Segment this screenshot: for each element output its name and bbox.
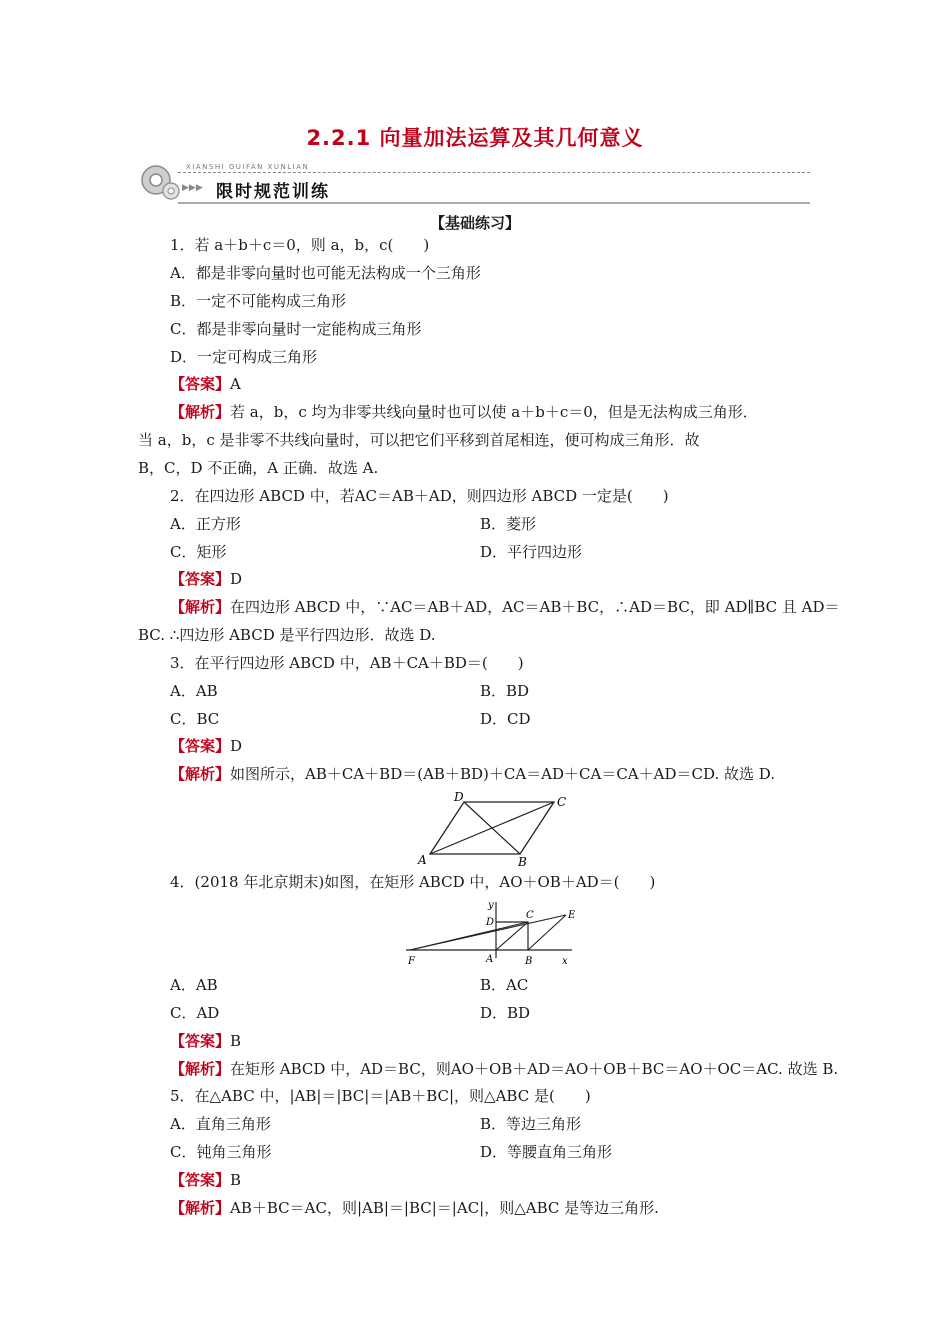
q3-stem: 3．在平行四边形 ABCD 中，AB＋CA＋BD＝( ) [170, 654, 524, 672]
q2-stem: 2．在四边形 ABCD 中，若AC＝AB＋AD，则四边形 ABCD 一定是( ) [170, 487, 669, 505]
line-be [528, 915, 566, 950]
q2-option-b: B．菱形 [480, 515, 537, 533]
q4-analysis-row [170, 1059, 838, 1079]
q2-answer-row [170, 569, 242, 589]
label-x: x [562, 956, 568, 967]
q5-analysis-row [170, 1198, 659, 1218]
label-y: y [488, 900, 494, 911]
label-c: C [526, 910, 534, 921]
section-heading: 【基础练习】 [429, 214, 520, 232]
q4-stem: 4．(2018 年北京期末)如图，在矩形 ABCD 中，AO＋OB＋AD＝( ) [170, 873, 656, 891]
q3-option-d: D．CD [480, 710, 531, 728]
q5-answer: B [230, 1171, 242, 1189]
q4-analysis: 在矩形 ABCD 中，AD＝BC，则AO＋OB＋AD＝AO＋OB＋BC＝AO＋OC＝AC. 故选 B. [230, 1060, 839, 1078]
label-a: A [418, 853, 427, 867]
label-f: F [408, 956, 415, 967]
q1-analysis-2: 当 a，b，c 是非零不共线向量时，可以把它们平移到首尾相连，便可构成三角形．故 [138, 431, 700, 449]
q1-option-b: B．一定不可能构成三角形 [170, 292, 347, 310]
q1-analysis-1: 若 a，b，c 均为非零共线向量时也可以使 a＋b＋c＝0，但是无法构成三角形． [230, 403, 758, 421]
q3-answer-row [170, 736, 242, 756]
q5-analysis: AB＋BC＝AC，则|AB|＝|BC|＝|AC|，则△ABC 是等边三角形. [230, 1199, 659, 1217]
label-d: D [486, 917, 495, 928]
q1-analysis-row [170, 402, 758, 422]
q3-option-b: B．BD [480, 682, 530, 700]
q1-option-c: C．都是非零向量时一定能构成三角形 [170, 320, 422, 338]
banner-pinyin: XIANSHI GUIFAN XUNLIAN [186, 163, 310, 171]
q5-option-d: D．等腰直角三角形 [480, 1143, 613, 1161]
answer-tag: 【答案】 [170, 1171, 231, 1189]
analysis-tag: 【解析】 [170, 598, 231, 616]
q2-option-c: C．矩形 [170, 543, 227, 561]
q2-analysis-row [170, 597, 840, 617]
q5-answer-row [170, 1170, 241, 1190]
q4-option-b: B．AC [480, 976, 529, 994]
section-banner [138, 158, 810, 206]
label-c: C [557, 795, 567, 809]
q5-option-b: B．等边三角形 [480, 1115, 582, 1133]
label-d: D [454, 790, 464, 804]
q3-option-c: C．BC [170, 710, 220, 728]
parallelogram-figure [414, 790, 574, 868]
q1-answer-row [170, 374, 241, 394]
q4-option-a: A．AB [170, 976, 218, 994]
q4-answer: B [230, 1032, 242, 1050]
q3-answer: D [230, 737, 243, 755]
banner-divider-top [178, 172, 810, 173]
banner-label: 限时规范训练 [216, 182, 330, 202]
rectangle-axes-figure [400, 898, 580, 968]
analysis-tag: 【解析】 [170, 765, 231, 783]
analysis-tag: 【解析】 [170, 1060, 231, 1078]
banner-divider-bottom [178, 202, 810, 204]
label-a: A [486, 954, 494, 965]
answer-tag: 【答案】 [170, 570, 231, 588]
q2-analysis-1: 在四边形 ABCD 中，∵AC＝AB＋AD，AC＝AB＋BC，∴AD＝BC，即 AD∥BC 且 AD＝ [230, 598, 840, 616]
q5-stem: 5．在△ABC 中，|AB|＝|BC|＝|AB＋BC|，则△ABC 是( ) [170, 1087, 591, 1105]
page-title: 2.2.1 向量加法运算及其几何意义 [306, 126, 644, 150]
q3-option-a: A．AB [170, 682, 218, 700]
q1-answer: A [230, 375, 241, 393]
diagonal-bd [464, 802, 520, 854]
answer-tag: 【答案】 [170, 1032, 231, 1050]
q4-answer-row [170, 1031, 241, 1051]
q1-stem: 1．若 a＋b＋c＝0，则 a，b，c( ) [170, 236, 430, 254]
answer-tag: 【答案】 [170, 375, 231, 393]
q1-option-d: D．一定可构成三角形 [170, 348, 318, 366]
q2-option-a: A．正方形 [170, 515, 241, 533]
arrow-icon: ▶▶▶ [182, 183, 203, 193]
gear-icon [138, 160, 182, 204]
analysis-tag: 【解析】 [170, 403, 231, 421]
analysis-tag: 【解析】 [170, 1199, 231, 1217]
q3-analysis: 如图所示，AB＋CA＋BD＝(AB＋BD)＋CA＝AD＋CA＝CA＋AD＝CD. 故选 D. [230, 765, 776, 783]
q2-analysis-2: BC. ∴四边形 ABCD 是平行四边形．故选 D. [138, 626, 436, 644]
q5-option-a: A．直角三角形 [170, 1115, 271, 1133]
q4-option-d: D．BD [480, 1004, 531, 1022]
label-b: B [518, 855, 527, 868]
label-b: B [525, 956, 533, 967]
q2-option-d: D．平行四边形 [480, 543, 583, 561]
q1-option-a: A．都是非零向量时也可能无法构成一个三角形 [170, 264, 481, 282]
q1-analysis-3: B，C，D 不正确，A 正确．故选 A. [138, 459, 379, 477]
q5-option-c: C．钝角三角形 [170, 1143, 272, 1161]
label-e: E [568, 910, 576, 921]
q2-answer: D [230, 570, 243, 588]
answer-tag: 【答案】 [170, 737, 231, 755]
q3-analysis-row [170, 764, 775, 784]
q4-option-c: C．AD [170, 1004, 220, 1022]
